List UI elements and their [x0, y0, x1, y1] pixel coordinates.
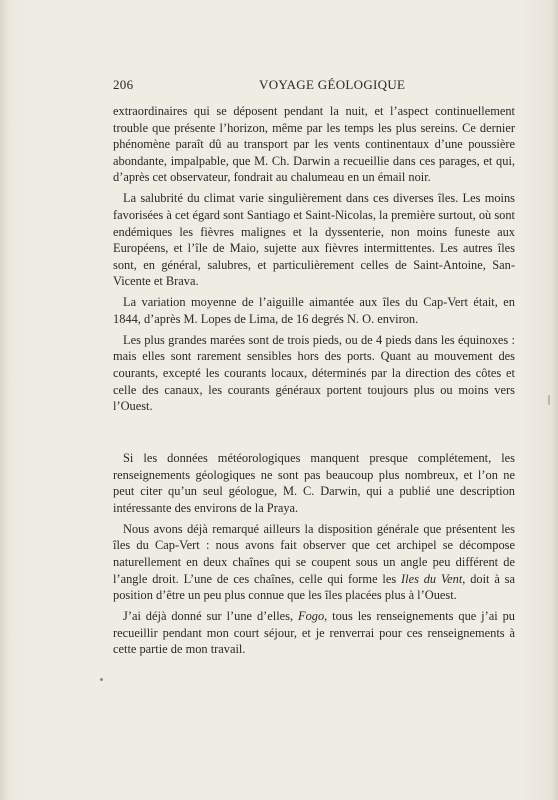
text-block-upper: [113, 103, 515, 419]
italic-text: Iles du Vent: [401, 571, 463, 586]
italic-text: Fogo: [298, 609, 325, 624]
running-title: VOYAGE GÉOLOGIQUE: [259, 77, 406, 92]
page-number: 206: [113, 77, 134, 92]
paragraph: Les plus grandes marées sont de trois pieds, ou de 4 pieds dans les équinoxes : mais elles sont rarement sensibles hors des ports. Quant au mouvement des courants, excepté les courants locaux, déterminés par la direction des côtes et celle des canaux, les courants généraux portent toujours plus ou moins vers l’Ouest.: [113, 332, 515, 414]
text-block-lower: [113, 450, 515, 662]
paragraph: [113, 521, 515, 604]
page-edge-shadow: [552, 0, 558, 800]
text-run: Nous avons déjà remarqué ailleurs la disposition générale que présentent les îles du Cap-Vert : nous avons fait observer que cet archipel se décompose naturellement en deux chaînes qui se coupent sous un angle peu différent de l’angle droit. L’une de ces chaînes, celle qui forme les: [113, 521, 515, 586]
paragraph: La salubrité du climat varie singulièrement dans ces diverses îles. Les moins favorisées à cet égard sont Santiago et Saint-Nicolas, la première surtout, où sont endémiques les fièvres malignes et la dyssenterie, non moins funeste aux Européens, et l’île de Maio, sujette aux fièvres intermittentes. Les autres îles sont, en général, salubres, et particulièrement celles de Saint-Antoine, San-Vicente et Brava.: [113, 191, 515, 289]
text-run: J’ai déjà donné sur l’une d’elles,: [123, 609, 298, 624]
paragraph: Si les données météorologiques manquent presque complétement, les renseignements géologiques ne sont pas beaucoup plus nombreux, et l’on ne peut citer qu’un seul géologue, M. C. Darwin, qui a publié une description intéressante des environs de la Praya.: [113, 451, 515, 515]
paragraph: La variation moyenne de l’aiguille aimantée aux îles du Cap-Vert était, en 1844, d’après M. Lopes de Lima, de 16 degrés N. O. environ.: [113, 295, 515, 326]
paper-mark: [548, 395, 550, 405]
text-run: , tous les renseignements que j’ai pu recueillir pendant mon court séjour, et je renverrai pour ces renseignements à cette partie de mon travail.: [113, 609, 515, 657]
text-run: , doit à sa position d’être un peu plus connue que les îles placées plus à l’Ouest.: [113, 571, 515, 603]
running-header: [113, 77, 513, 93]
paragraph: extraordinaires qui se déposent pendant la nuit, et l’aspect continuellement trouble que présente l’horizon, même par les temps les plus sereins. Ce dernier phénomène paraît dû au transport par les vents continentaux d’une poussière abondante, impalpable, que M. Ch. Darwin a recueillie dans ces parages, et qui, d’après cet observateur, fondrait au chalumeau en un émail noir.: [113, 104, 515, 185]
paper-speck: [100, 678, 103, 681]
paragraph: [113, 608, 515, 658]
